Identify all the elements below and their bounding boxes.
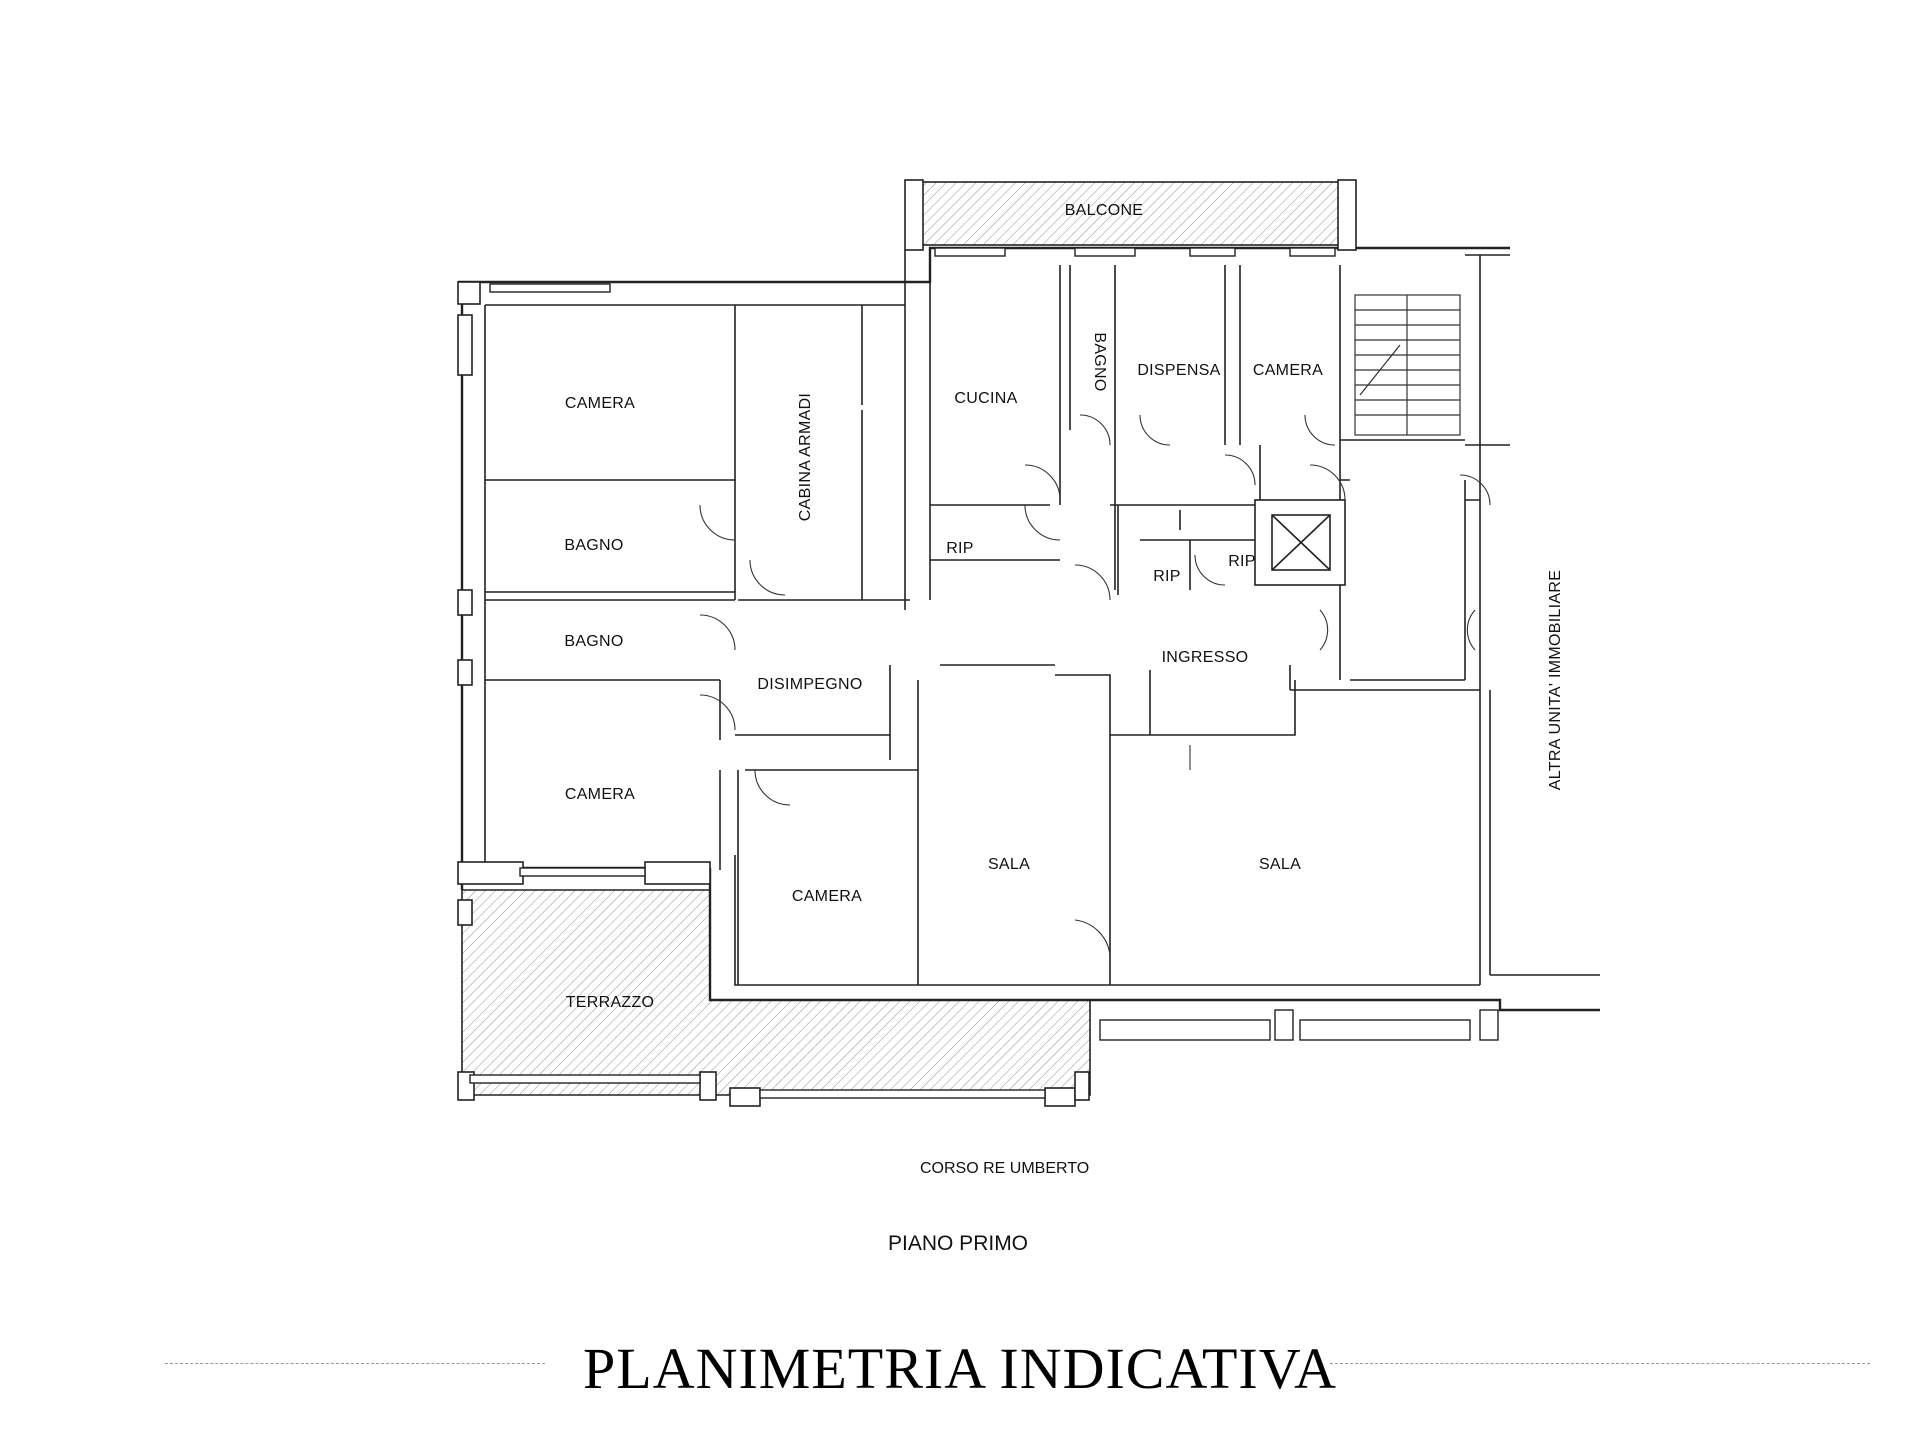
- room-label-camera-nw: CAMERA: [564, 395, 636, 412]
- room-label-rip-3: RIP: [1228, 553, 1256, 570]
- room-label-ingresso: INGRESSO: [1161, 649, 1249, 666]
- room-label-bagno-small: BAGNO: [1091, 332, 1108, 392]
- street-label: CORSO RE UMBERTO: [920, 1160, 1090, 1177]
- room-label-dispensa: DISPENSA: [1137, 362, 1221, 379]
- room-label-sala-1: SALA: [987, 856, 1031, 873]
- room-label-rip-1: RIP: [946, 540, 974, 557]
- room-label-camera-sw: CAMERA: [564, 786, 636, 803]
- room-label-cucina: CUCINA: [954, 390, 1018, 407]
- terrace-area: [462, 890, 1090, 1095]
- level-label: PIANO PRIMO: [888, 1232, 1029, 1255]
- room-label-altra-unita: ALTRA UNITA' IMMOBILIARE: [1547, 569, 1564, 791]
- stairwell: [1355, 295, 1460, 435]
- room-label-cabina-armadi: CABINA ARMADI: [797, 392, 814, 522]
- page-title: PLANIMETRIA INDICATIVA: [583, 1336, 1337, 1401]
- room-label-sala-2: SALA: [1258, 856, 1302, 873]
- room-label-bagno-2: BAGNO: [564, 633, 624, 650]
- room-label-rip-2: RIP: [1153, 568, 1181, 585]
- elevator-shaft: [1255, 500, 1345, 585]
- room-label-disimpegno: DISIMPEGNO: [757, 676, 863, 693]
- room-label-bagno-1: BAGNO: [564, 537, 624, 554]
- room-label-balcone: BALCONE: [1064, 202, 1144, 219]
- east-boundary: [1465, 255, 1600, 985]
- room-label-camera-ne: CAMERA: [1252, 362, 1324, 379]
- room-label-camera-s: CAMERA: [791, 888, 863, 905]
- room-label-terrazzo: TERRAZZO: [565, 994, 655, 1011]
